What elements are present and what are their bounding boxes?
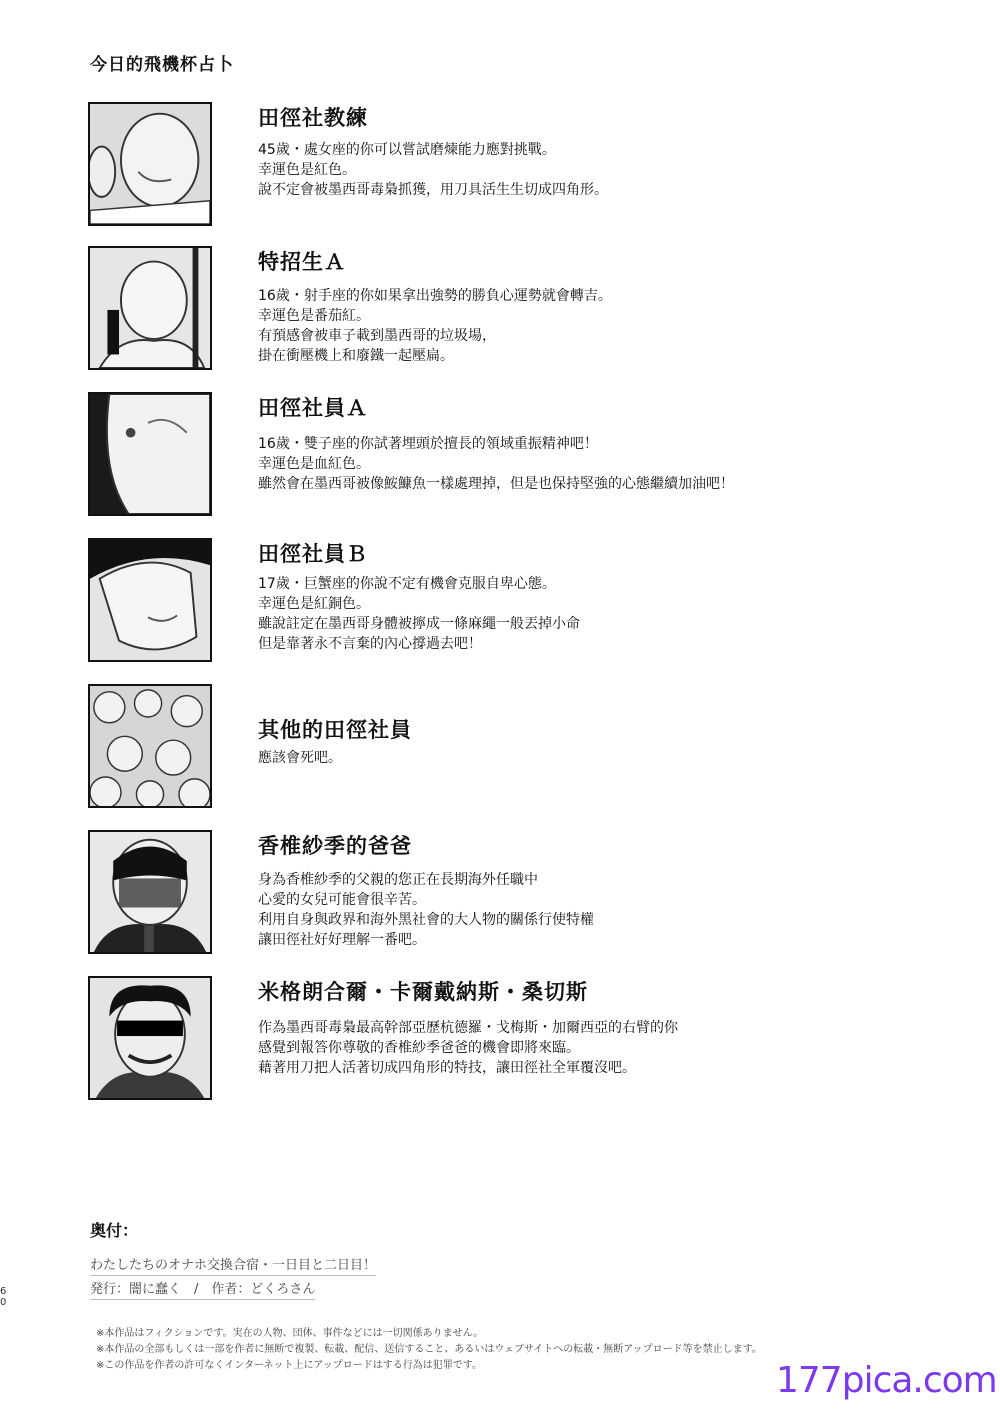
character-name: 其他的田徑社員	[258, 718, 412, 742]
character-name: 米格朗合爾・卡爾戴納斯・桑切斯	[258, 980, 588, 1004]
page-number: 60	[0, 1286, 7, 1308]
character-name: 田徑社教練	[258, 106, 368, 130]
site-watermark: 177pica.com	[776, 1360, 997, 1401]
character-portrait-image	[88, 246, 212, 370]
character-description: 45歲・處女座的你可以嘗試磨煉能力應對挑戰。 幸運色是紅色。 說不定會被墨西哥毒梟抓獲，用刀具活生生切成四角形。	[258, 142, 608, 198]
character-description: 應該會死吧。	[258, 750, 342, 766]
character-portrait-image	[88, 830, 212, 954]
legal-note: ※この作品を作者の許可なくインターネット上にアップロードはする行為は犯罪です。	[96, 1360, 482, 1371]
character-name: 田徑社員Ｂ	[258, 542, 368, 566]
character-description: 16歲・射手座的你如果拿出強勢的勝負心運勢就會轉吉。 幸運色是番茄紅。 有預感會被車子載到墨西哥的垃圾場， 掛在衝壓機上和廢鐵一起壓扁。	[258, 288, 612, 364]
character-portrait-image	[88, 392, 212, 516]
legal-note: ※本作品はフィクションです。実在の人物、団体、事件などには一切関係ありません。	[96, 1328, 484, 1339]
character-portrait-image	[88, 684, 212, 808]
character-name: 田徑社員Ａ	[258, 396, 368, 420]
colophon-book-title: わたしたちのオナホ交換合宿・一日目と二日目！	[90, 1254, 376, 1276]
character-name: 香椎紗季的爸爸	[258, 834, 412, 858]
legal-notes	[96, 1326, 762, 1374]
character-name: 特招生Ａ	[258, 250, 346, 274]
character-description: 作為墨西哥毒梟最高幹部亞歷杭德羅・戈梅斯・加爾西亞的右臂的你 感覺到報答你尊敬的香椎紗季爸爸的機會即將來臨。 藉著用刀把人活著切成四角形的特技，讓田徑社全軍覆沒吧。	[258, 1020, 678, 1076]
character-portrait-image	[88, 976, 212, 1100]
character-portrait-image	[88, 102, 212, 226]
character-description: 16歲・雙子座的你試著埋頭於擅長的領域重振精神吧！ 幸運色是血紅色。 雖然會在墨西哥被像鮟鱇魚一樣處理掉，但是也保持堅強的心態繼續加油吧！	[258, 436, 734, 492]
character-description: 17歲・巨蟹座的你說不定有機會克服自卑心態。 幸運色是紅銅色。 雖說註定在墨西哥身體被擰成一條麻繩一般丟掉小命 但是靠著永不言棄的內心撐過去吧！	[258, 576, 580, 652]
legal-note: ※本作品の全部もしくは一部を作者に無断で複製、転載、配信、送信すること、あるいはウェブサイトへの転載・無断アップロード等を禁止します。	[96, 1344, 762, 1355]
character-portrait-image	[88, 538, 212, 662]
character-description: 身為香椎紗季的父親的您正在長期海外任職中 心愛的女兒可能會很辛苦。 利用自身與政界和海外黑社會的大人物的關係行使特權 讓田徑社好好理解一番吧。	[258, 872, 594, 948]
page-heading: 今日的飛機杯占卜	[90, 55, 234, 75]
colophon-publisher-author: 発行：闇に蠢く / 作者：どくろさん	[90, 1278, 315, 1300]
colophon-title: 奥付：	[90, 1221, 139, 1240]
